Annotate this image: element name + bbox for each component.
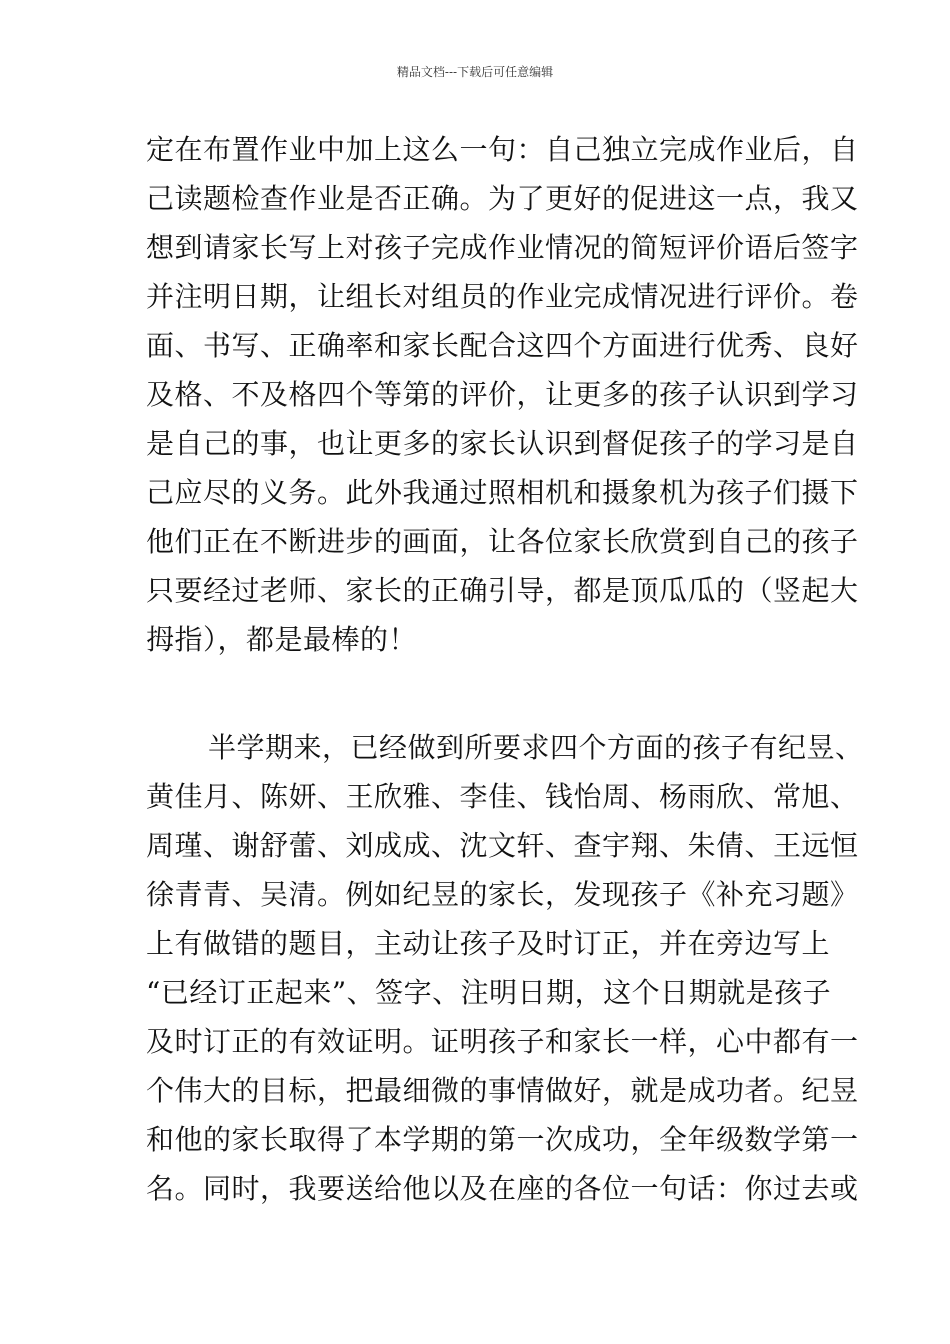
text-line: 半学期来，已经做到所要求四个方面的孩子有纪昱、 <box>208 731 864 764</box>
text-line: 只要经过老师、家长的正确引导，都是顶瓜瓜的（竖起大 <box>146 574 859 607</box>
text-line: 并注明日期，让组长对组员的作业完成情况进行评价。卷 <box>146 280 859 313</box>
text-line: 面、书写、正确率和家长配合这四个方面进行优秀、良好 <box>146 329 859 362</box>
text-line: 和他的家长取得了本学期的第一次成功，全年级数学第一 <box>146 1123 859 1156</box>
page-header: 精品文档---下载后可任意编辑 <box>396 65 554 79</box>
text-line: 及格、不及格四个等第的评价，让更多的孩子认识到学习 <box>146 378 859 411</box>
text-line: 拇指），都是最棒的！ <box>146 623 418 656</box>
text-line: 他们正在不断进步的画面，让各位家长欣赏到自己的孩子 <box>146 525 859 558</box>
text-line: 想到请家长写上对孩子完成作业情况的简短评价语后签字 <box>146 231 859 264</box>
text-line: 是自己的事，也让更多的家长认识到督促孩子的学习是自 <box>146 427 859 460</box>
text-line: 定在布置作业中加上这么一句：自己独立完成作业后，自 <box>146 133 859 166</box>
text-line: “已经订正起来”、签字、注明日期，这个日期就是孩子 <box>146 976 832 1009</box>
text-line: 徐青青、吴清。例如纪昱的家长，发现孩子《补充习题》 <box>146 878 859 911</box>
text-line: 个伟大的目标，把最细微的事情做好，就是成功者。纪昱 <box>146 1074 859 1107</box>
text-line: 及时订正的有效证明。证明孩子和家长一样，心中都有一 <box>146 1025 859 1058</box>
text-line: 周瑾、谢舒蕾、刘成成、沈文轩、查宇翔、朱倩、王远恒 <box>146 829 859 862</box>
text-line: 己应尽的义务。此外我通过照相机和摄象机为孩子们摄下 <box>146 476 859 509</box>
text-line: 名。同时，我要送给他以及在座的各位一句话：你过去或 <box>146 1172 859 1205</box>
text-line: 黄佳月、陈妍、王欣雅、李佳、钱怡周、杨雨欣、常旭、 <box>146 780 859 813</box>
text-line: 己读题检查作业是否正确。为了更好的促进这一点，我又 <box>146 182 859 215</box>
text-line: 上有做错的题目，主动让孩子及时订正，并在旁边写上 <box>146 927 831 960</box>
